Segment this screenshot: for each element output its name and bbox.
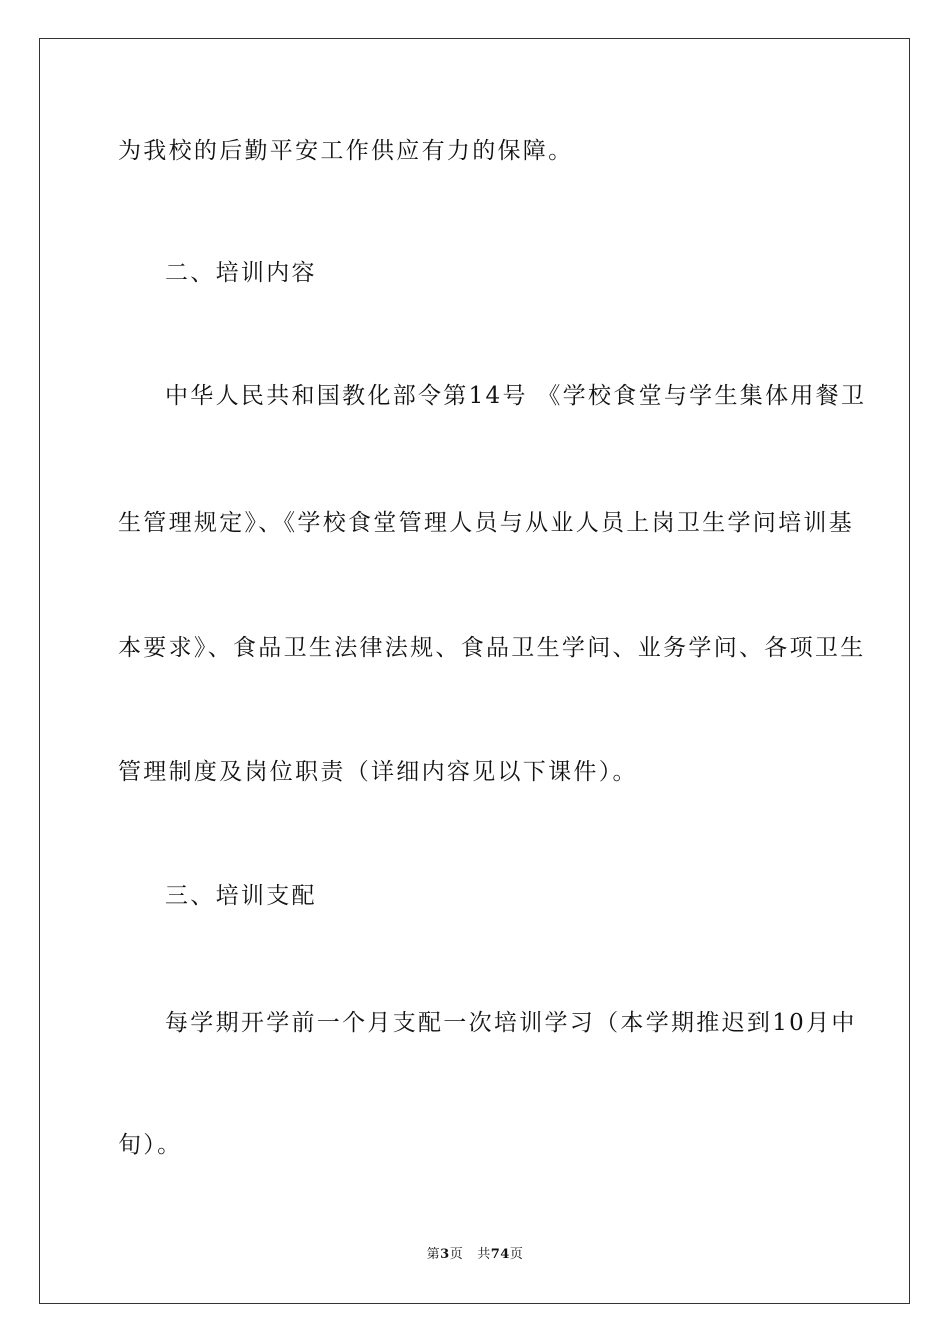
footer-total-prefix: 共	[477, 1247, 491, 1262]
paragraph-line: 管理制度及岗位职责（详细内容见以下课件）。	[118, 759, 638, 785]
section-heading-training-schedule: 三、培训支配	[165, 883, 317, 909]
footer-page-number: 3	[440, 1247, 450, 1262]
section-heading-training-content: 二、培训内容	[165, 260, 317, 286]
footer-page-suffix: 页	[449, 1247, 464, 1262]
footer-total-suffix: 页	[509, 1247, 524, 1262]
page-border	[39, 38, 910, 1304]
paragraph-line: 中华人民共和国教化部令第14号 《学校食堂与学生集体用餐卫	[165, 383, 867, 409]
paragraph-line: 生管理规定》、《学校食堂管理人员与从业人员上岗卫生学问培训基	[118, 510, 854, 536]
paragraph-line: 本要求》、食品卫生法律法规、食品卫生学问、业务学问、各项卫生	[118, 635, 866, 661]
paragraph-line: 旬）。	[118, 1132, 183, 1158]
paragraph-line: 每学期开学前一个月支配一次培训学习（本学期推迟到10月中	[165, 1010, 857, 1036]
paragraph-line: 为我校的后勤平安工作供应有力的保障。	[118, 138, 574, 164]
footer-page-prefix: 第	[426, 1247, 441, 1262]
page-footer	[0, 1246, 950, 1264]
footer-total-pages: 74	[490, 1247, 510, 1262]
